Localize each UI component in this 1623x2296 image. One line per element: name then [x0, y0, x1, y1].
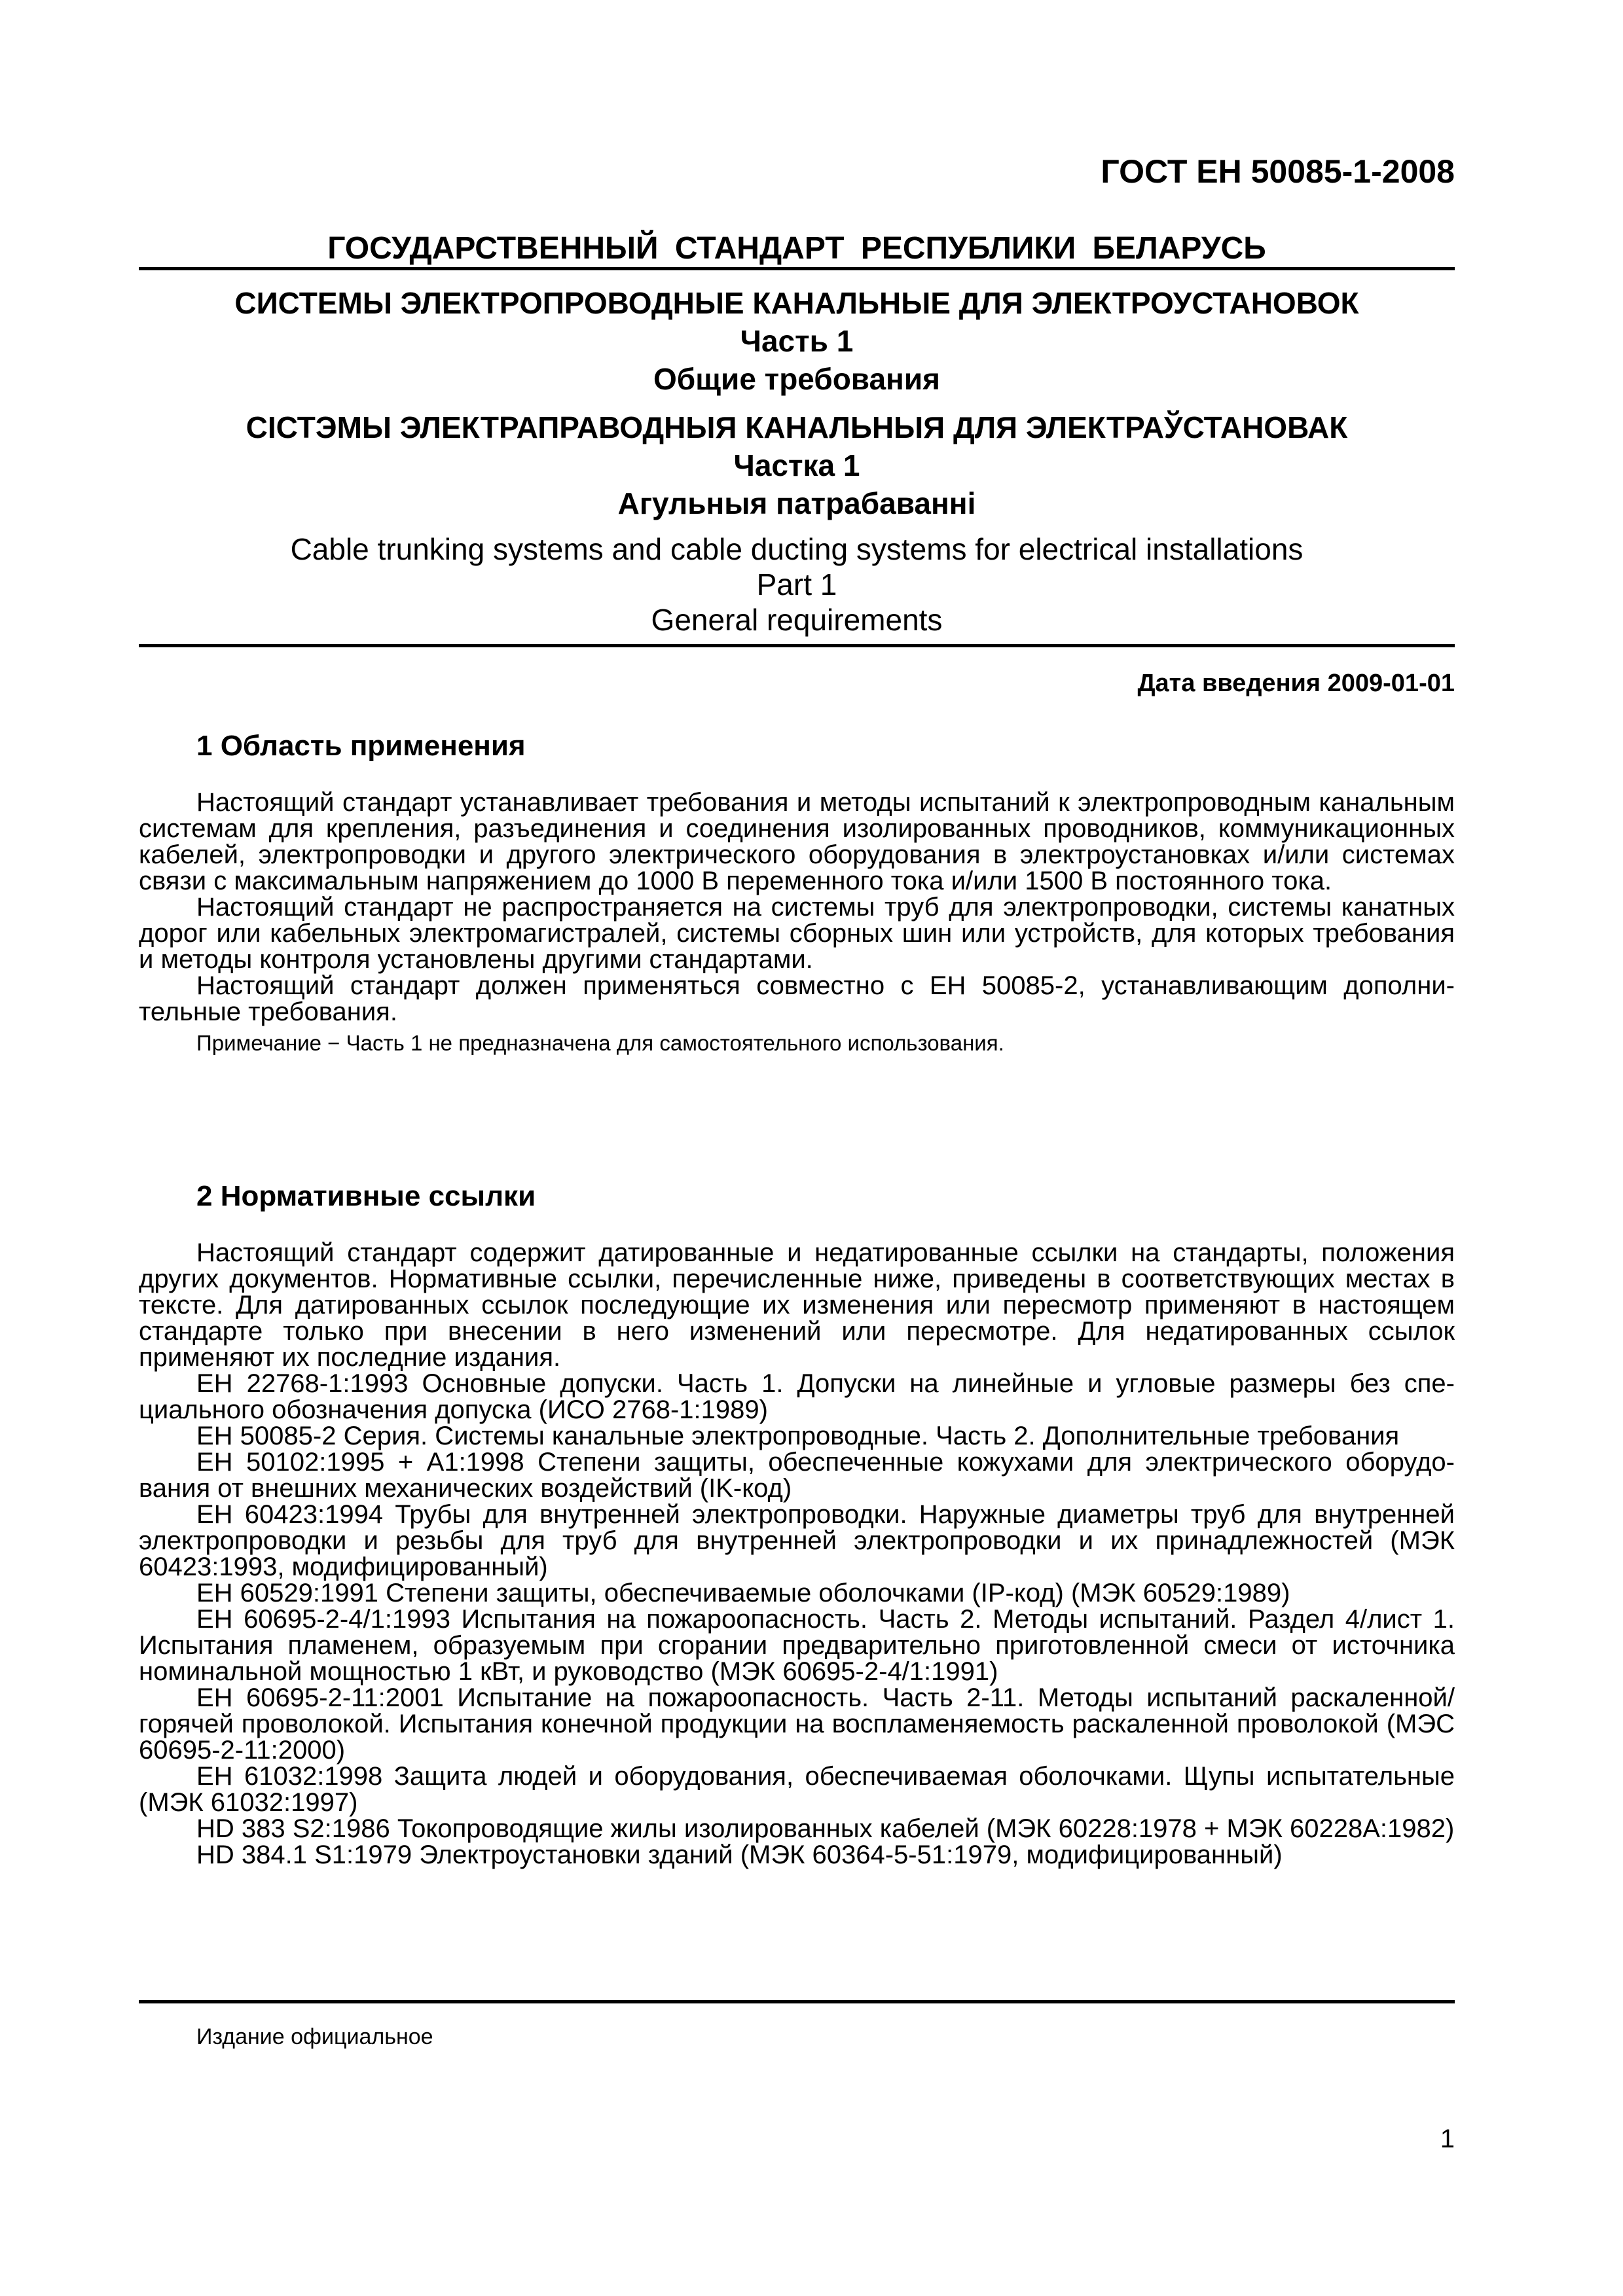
section-1-paragraph-3: Настоящий стандарт должен применяться совместно с ЕН 50085-2, устанавливающим дополнительные требования.: [139, 971, 1455, 1026]
reference-item: ЕН 60695-2-11:2001 Испытание на пожароопасность. Часть 2-11. Методы испытаний раскаленной/ горячей проволокой. Испытания конечной продукции на воспламеняемость раскаленной проволокой (МЭС 60695-2-11:2000): [139, 1683, 1455, 1765]
section-1-paragraph-2: Настоящий стандарт не распространяется на системы труб для электропроводки, системы канатных дорог или кабельных электромагистралей, системы сборных шин или устройств, для которых требования и методы контроля установлены другими стандартами.: [139, 893, 1455, 974]
title-belarusian: [139, 408, 1455, 522]
section-1-heading: 1 Область применения: [196, 730, 526, 762]
title-en-line-1: Cable trunking systems and cable ducting systems for electrical installations: [290, 532, 1304, 566]
document-code: ГОСТ ЕН 50085-1-2008: [1101, 153, 1455, 190]
introduction-date: Дата введения 2009-01-01: [1137, 670, 1455, 697]
reference-item: ЕН 60423:1994 Трубы для внутренней электропроводки. Наружные диаметры труб для внутренней электропроводки и резьбы для труб для внутренней электропроводки и их принадлежностей (МЭК 60423:1993, модифицированный): [139, 1500, 1455, 1581]
title-by-line-1: СІСТЭМЫ ЭЛЕКТРАПРАВОДНЫЯ КАНАЛЬНЫЯ ДЛЯ ЭЛЕКТРАЎСТАНОВАК: [246, 410, 1348, 444]
reference-item: ЕН 61032:1998 Защита людей и оборудования, обеспечиваемая оболочками. Щупы испытательные (МЭК 61032:1997): [139, 1762, 1455, 1817]
title-ru-line-1: СИСТЕМЫ ЭЛЕКТРОПРОВОДНЫЕ КАНАЛЬНЫЕ ДЛЯ ЭЛЕКТРОУСТАНОВОК: [234, 286, 1359, 320]
reference-item: ЕН 50085-2 Серия. Системы канальные электропроводные. Часть 2. Дополнительные требования: [196, 1422, 1400, 1450]
title-divider: [139, 644, 1455, 647]
title-en-line-3: General requirements: [651, 603, 943, 637]
footer-divider: [139, 2000, 1455, 2003]
title-by-line-3: Агульныя патрабаванні: [617, 486, 976, 520]
title-russian: [139, 284, 1455, 398]
title-ru-line-2: Часть 1: [740, 324, 854, 358]
page-number: 1: [1440, 2125, 1455, 2153]
reference-item: ЕН 50102:1995 + А1:1998 Степени защиты, обеспеченные кожухами для электрического оборудования от внешних механических воздействий (IK-код): [139, 1448, 1455, 1503]
section-2-paragraph-1: Настоящий стандарт содержит датированные и недатированные ссылки на стандарты, положения других документов. Нормативные ссылки, перечисленные ниже, приведены в соответствующих местах в тексте. Для датированных ссылок последующие их изменения или пересмотр применяют в настоящем стандарте только при внесении в него изменений или пересмотре. Для недатированных ссылок применяют их последние издания.: [139, 1238, 1455, 1372]
section-scope: [139, 728, 1455, 1058]
section-2-heading: 2 Нормативные ссылки: [196, 1180, 536, 1212]
title-by-line-2: Частка 1: [733, 448, 860, 482]
reference-item: ЕН 22768-1:1993 Основные допуски. Часть 1. Допуски на линейные и угловые размеры без специального обозначения допуска (ИСО 2768-1:1989): [139, 1369, 1455, 1424]
reference-item: ЕН 60529:1991 Степени защиты, обеспечиваемые оболочками (IP-код) (МЭК 60529:1989): [196, 1579, 1290, 1607]
title-ru-line-3: Общие требования: [653, 362, 940, 396]
title-english: [139, 531, 1455, 637]
section-1-note: Примечание − Часть 1 не предназначена для самостоятельного использования.: [196, 1031, 1004, 1055]
section-1-paragraph-1: Настоящий стандарт устанавливает требования и методы испытаний к электропроводным канальным системам для крепления, разъединения и соединения изолированных проводников, коммуникационных кабелей, электропроводки и другого электрического оборудования в электроустановках и/или системах связи с максимальным напряжением до 1000 В переменного тока и/или 1500 В постоянного тока.: [139, 788, 1455, 895]
edition-note: Издание официальное: [196, 2024, 433, 2049]
reference-item: ЕН 60695-2-4/1:1993 Испытания на пожароопасность. Часть 2. Методы испытаний. Раздел 4/лист 1. Испытания пламенем, образуемым при сгорании предварительно приготовленной смеси от источника номинальной мощностью 1 кВт, и руководство (МЭК 60695-2-4/1:1991): [139, 1605, 1455, 1686]
title-en-line-2: Part 1: [756, 567, 837, 601]
state-standard-title: ГОСУДАРСТВЕННЫЙ СТАНДАРТ РЕСПУБЛИКИ БЕЛАРУСЬ: [327, 231, 1266, 266]
section-normative-references: [139, 1178, 1455, 1868]
reference-item: HD 384.1 S1:1979 Электроустановки зданий (МЭК 60364-5-51:1979, модифицированный): [196, 1840, 1283, 1869]
header-divider: [139, 267, 1455, 270]
reference-item: HD 383 S2:1986 Токопроводящие жилы изолированных кабелей (МЭК 60228:1978 + МЭК 60228А:1982): [196, 1814, 1455, 1843]
